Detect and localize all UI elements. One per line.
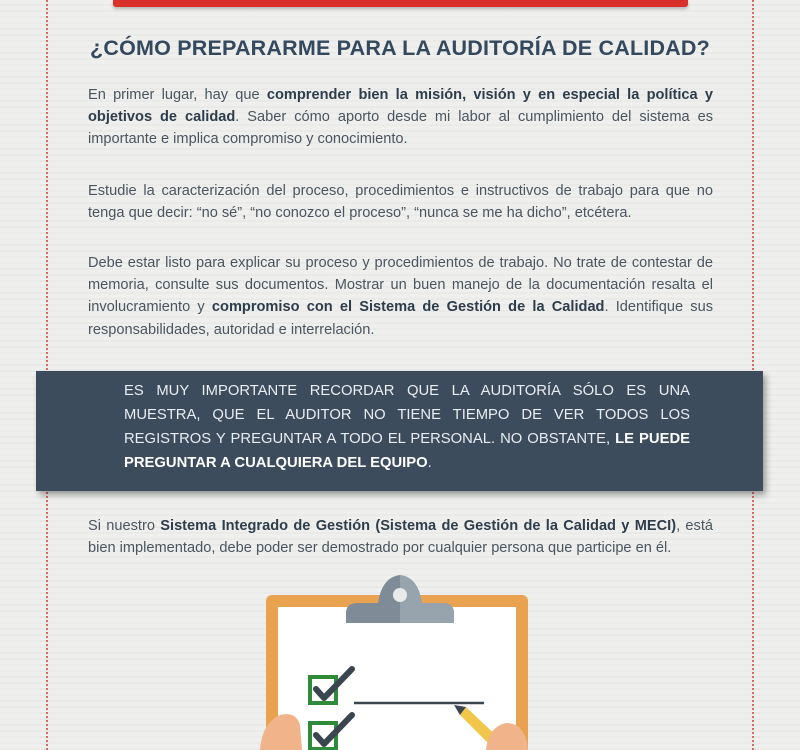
callout-body: ES MUY IMPORTANTE RECORDAR QUE LA AUDITORÍA SÓLO ES UNA MUESTRA, QUE EL AUDITOR NO TIENE TIEMPO DE VER TODOS LOS REGISTROS Y PREGUNTAR A TODO EL PERSONAL. NO OBSTANTE,	[124, 383, 690, 447]
important-callout	[36, 371, 763, 491]
paragraph-text: , está bien implementado, debe poder ser demostrado por cualquier persona que participe en él.	[88, 518, 714, 557]
callout-body: .	[427, 455, 432, 471]
paragraph-emphasis: Sistema Integrado de Gestión (Sistema de Gestión de la Calidad y MECI)	[160, 518, 677, 534]
paragraph-process	[88, 180, 713, 224]
paragraph-text: . Saber cómo aporto desde mi labor al cumplimiento del sistema es importante e implica compromiso y conocimiento.	[88, 109, 713, 148]
paragraph-text: . Identifique sus responsabilidades, autoridad e interrelación.	[88, 299, 713, 338]
paragraph-emphasis: comprender bien la misión, visión y en especial la política y objetivos de calidad	[88, 87, 713, 126]
paragraph-text: Estudie la caracterización del proceso, procedimientos e instructivos de trabajo para que no tenga que decir: “no sé”, “no conozco el proceso”, “nunca se me ha dicho”, etcétera.	[88, 183, 713, 222]
paragraph-text: Debe estar listo para explicar su proceso y procedimientos de trabajo. No trate de contestar de memoria, consulte sus documentos. Mostrar un buen manejo de la documentación resalta el involucramiento y	[88, 255, 713, 316]
paragraph-documentation	[88, 252, 713, 341]
paragraph-text: En primer lugar, hay que	[88, 87, 267, 103]
top-red-banner	[113, 0, 688, 7]
callout-emphasis: LE PUEDE PREGUNTAR A CUALQUIERA DEL EQUIPO	[124, 431, 690, 471]
paragraph-text: Si nuestro	[88, 518, 161, 534]
callout-text	[124, 379, 690, 475]
paragraph-emphasis: compromiso con el Sistema de Gestión de la Calidad	[211, 299, 605, 316]
clipboard-illustration	[250, 565, 550, 750]
paragraph-mission	[88, 84, 713, 151]
paragraph-integrated-system	[88, 515, 713, 559]
clipboard-icon	[266, 575, 528, 750]
page-title: ¿CÓMO PREPARARME PARA LA AUDITORÍA DE CALIDAD?	[90, 36, 710, 60]
